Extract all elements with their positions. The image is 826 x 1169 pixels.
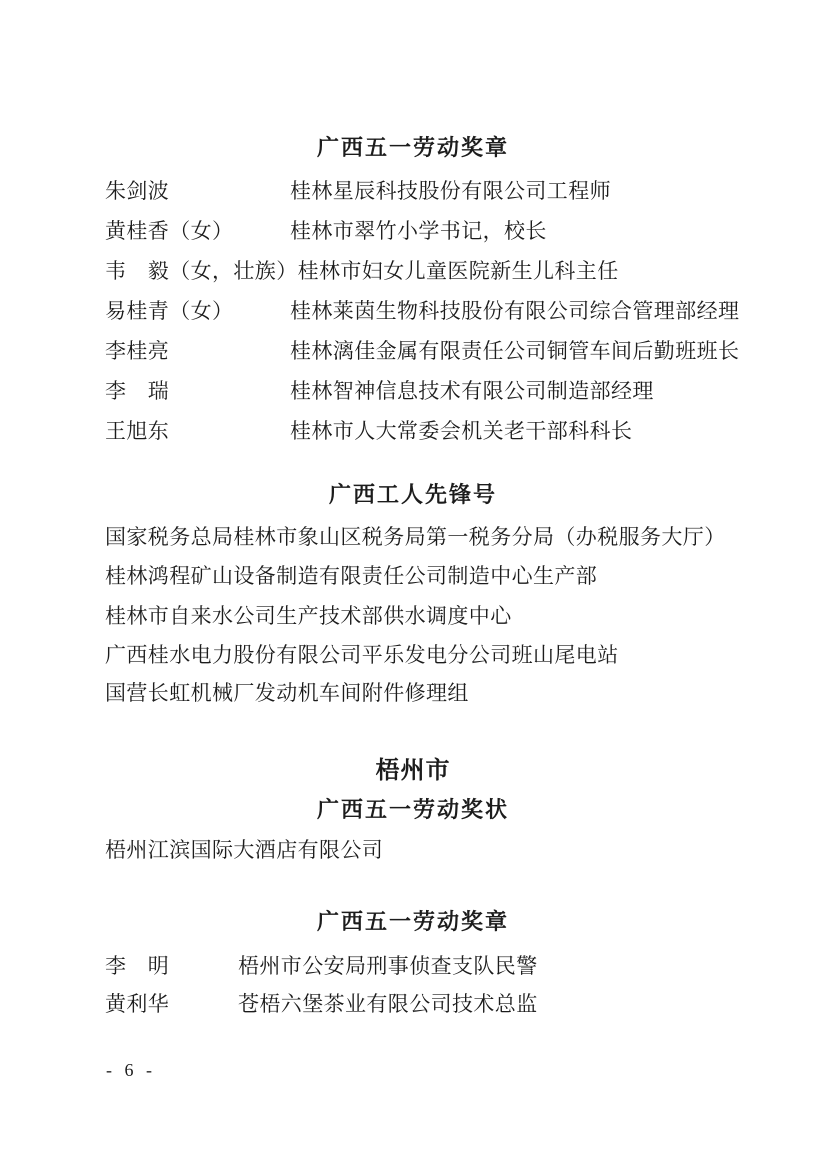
pioneer-line: 桂林市自来水公司生产技术部供水调度中心 (105, 604, 512, 628)
recipient-name: 李 瑞 (105, 379, 170, 403)
award-row (105, 990, 538, 1018)
award-row (105, 377, 654, 405)
award-row (105, 297, 739, 325)
award-row (105, 417, 632, 445)
certificate-line: 梧州江滨国际大酒店有限公司 (105, 838, 384, 862)
recipient-name: 易桂青（女） (105, 299, 234, 323)
wuzhou-certificate-heading: 广西五一劳动奖状 (316, 797, 509, 822)
recipient-name: 李 明 (105, 954, 170, 978)
wuzhou-city-heading: 梧州市 (375, 757, 451, 784)
recipient-affiliation: 桂林市人大常委会机关老干部科科长 (290, 419, 633, 443)
recipient-affiliation: 桂林市妇女儿童医院新生儿科主任 (297, 259, 619, 283)
recipient-name: 王旭东 (105, 419, 170, 443)
recipient-name: 黄利华 (105, 992, 170, 1016)
award-row (105, 177, 611, 205)
recipient-affiliation: 桂林智神信息技术有限公司制造部经理 (290, 379, 654, 403)
page-number: - 6 - (106, 1060, 156, 1080)
award-row (105, 337, 739, 365)
award-row (105, 257, 619, 285)
recipient-affiliation: 桂林星辰科技股份有限公司工程师 (290, 179, 611, 203)
pioneer-line: 国家税务总局桂林市象山区税务局第一税务分局（办税服务大厅） (105, 525, 726, 549)
award-row (105, 217, 547, 245)
recipient-name: 韦 毅（女，壮族） (105, 259, 298, 283)
recipient-affiliation: 桂林莱茵生物科技股份有限公司综合管理部经理 (290, 299, 740, 323)
pioneer-line: 广西桂水电力股份有限公司平乐发电分公司班山尾电站 (105, 643, 619, 667)
wuzhou-medal-heading: 广西五一劳动奖章 (316, 909, 509, 934)
pioneer-line: 国营长虹机械厂发动机车间附件修理组 (105, 681, 469, 705)
guilin-medal-heading: 广西五一劳动奖章 (316, 135, 509, 160)
recipient-affiliation: 桂林市翠竹小学书记，校长 (290, 219, 547, 243)
recipient-affiliation: 桂林漓佳金属有限责任公司铜管车间后勤班班长 (290, 339, 740, 363)
award-row (105, 952, 538, 980)
recipient-affiliation: 梧州市公安局刑事侦查支队民警 (238, 954, 538, 978)
recipient-name: 李桂亮 (105, 339, 170, 363)
pioneer-line: 桂林鸿程矿山设备制造有限责任公司制造中心生产部 (105, 564, 598, 588)
recipient-name: 黄桂香（女） (105, 219, 234, 243)
guilin-pioneer-heading: 广西工人先锋号 (328, 482, 497, 507)
recipient-affiliation: 苍梧六堡茶业有限公司技术总监 (238, 992, 538, 1016)
recipient-name: 朱剑波 (105, 179, 170, 203)
